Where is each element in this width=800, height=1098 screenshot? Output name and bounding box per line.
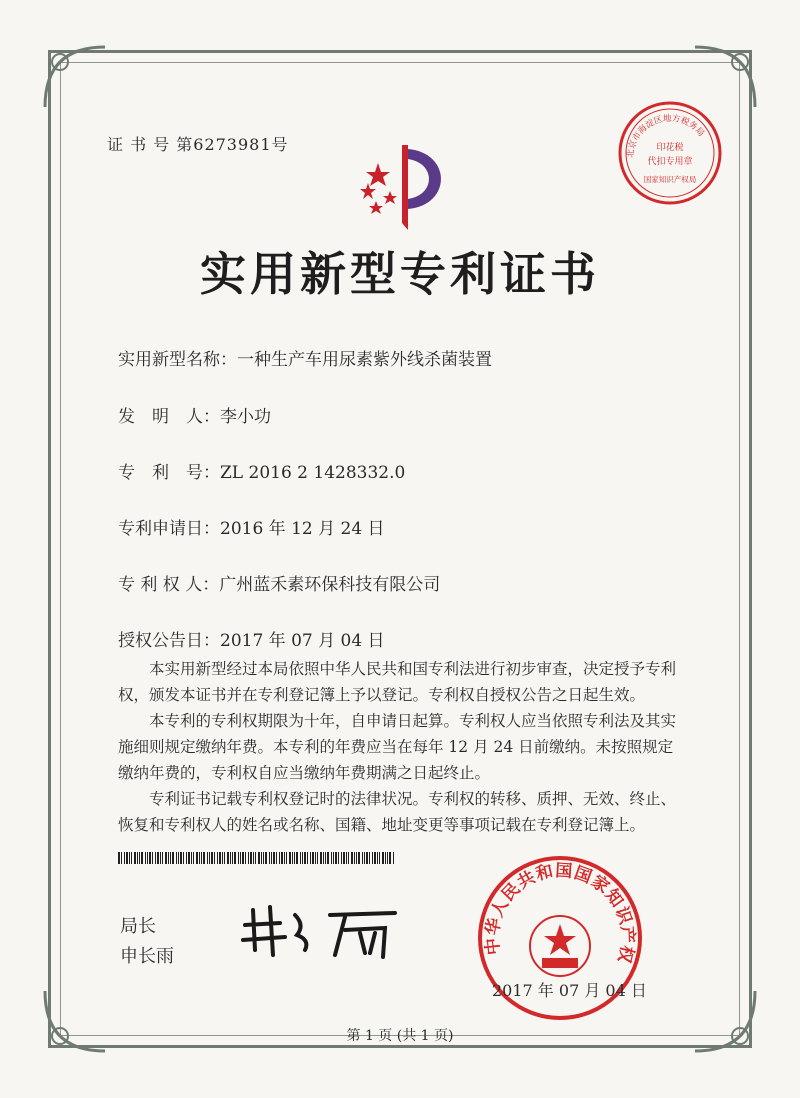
certificate-number-suffix: 号 [271,135,289,154]
field-value: 2017 年 07 月 04 日 [220,631,385,651]
field-label: 专 利 权 人： [118,575,220,595]
field-value: 李小功 [220,407,271,427]
corner-ornament-icon [40,986,110,1056]
body-paragraph: 本专利的专利权期限为十年，自申请日起算。专利权人应当依照专利法及其实施细则规定缴纳年费。本专利的年费应当在每年 12 月 24 日前缴纳。未按照规定缴纳年费的，专利权自应当缴纳年费期满之日起终止。 [118,712,677,782]
tax-seal-arc-text: 北京市海淀区地方税务局 [625,113,706,159]
seal-date: 2017 年 07 月 04 日 [492,981,647,1000]
field-label: 发 明 人： [118,407,220,427]
field-label: 实用新型名称： [118,350,237,370]
patent-office-emblem-icon [340,135,460,235]
tax-seal [615,98,725,208]
field-application-date [118,514,385,539]
corner-ornament-icon [40,42,110,112]
field-inventor [118,402,271,427]
body-paragraph: 本实用新型经过本局依照中华人民共和国专利法进行初步审查，决定授予专利权，颁发本证书并在专利登记簿上予以登记。专利权自授权公告之日起生效。 [118,660,677,704]
field-grant-date [118,626,385,651]
signature-icon [235,895,405,970]
page-title: 实用新型专利证书 [200,247,600,301]
field-value: 广州蓝禾素环保科技有限公司 [219,575,441,595]
certificate-number [107,132,289,155]
certificate-number-value: 6273981 [193,135,272,154]
field-patent-number [118,458,405,483]
director-title: 局长 [120,916,156,937]
tax-seal-inner-text-2: 代扣专用章 [647,157,693,167]
tax-seal-inner-text: 印花税 [656,143,684,153]
corner-ornament-icon [690,986,760,1056]
field-value: 2016 年 12 月 24 日 [220,519,385,539]
body-paragraph: 专利证书记载专利权登记时的法律状况。专利权的转移、质押、无效、终止、恢复和专利权人的姓名或名称、国籍、地址变更等事项记载在专利登记簿上。 [118,790,677,834]
field-value: ZL 2016 2 1428332.0 [220,463,406,483]
barcode-icon [118,852,394,864]
field-value: 一种生产车用尿素紫外线杀菌装置 [237,350,492,370]
field-model-name [118,345,492,370]
field-label: 授权公告日： [118,631,220,651]
field-label: 专利申请日： [118,519,220,539]
page-footer: 第 1 页 (共 1 页) [346,1028,454,1044]
field-label: 专 利 号： [118,463,220,483]
certificate-number-label: 证 书 号 第 [107,135,194,154]
tax-seal-bottom-text: 国家知识产权局 [643,175,697,184]
seal-arc-text: 中华人民共和国国家知识产权 [482,860,638,966]
director-name: 申长雨 [120,946,174,967]
field-patentee [118,570,440,595]
